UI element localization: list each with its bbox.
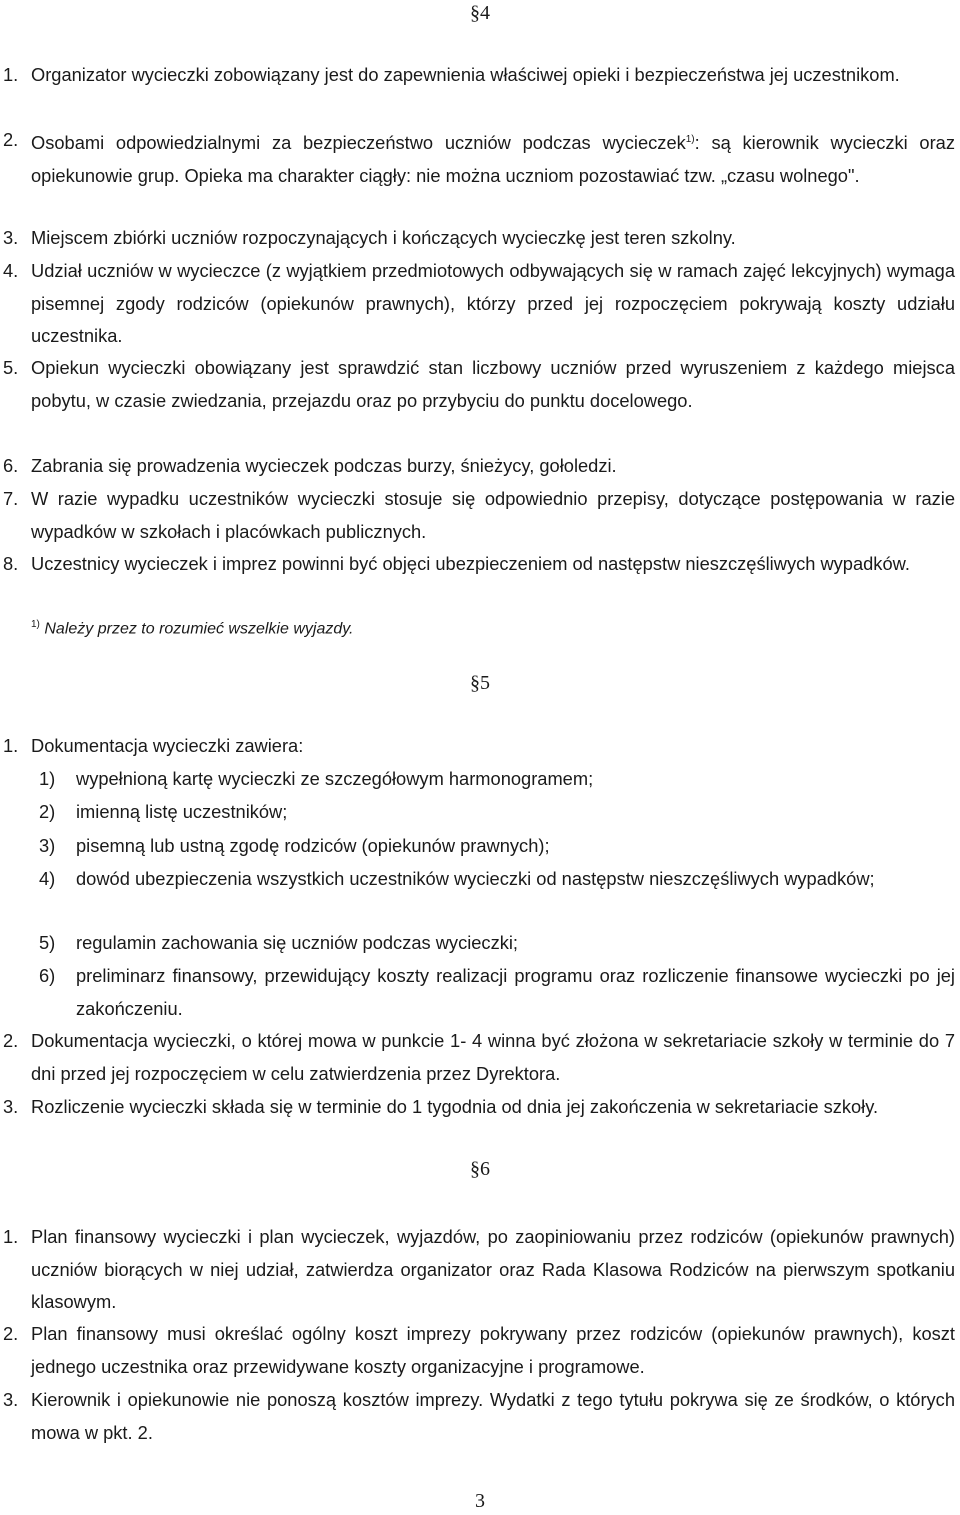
item-number: 2. xyxy=(3,129,19,150)
item-number: 1. xyxy=(3,1226,19,1247)
footnote-mark: 1) xyxy=(31,619,40,630)
item-text: Organizator wycieczki zobowiązany jest do zapewnienia właściwej opieki i bezpieczeństwa jej uczestnikom. xyxy=(31,64,900,85)
subitem-number: 4) xyxy=(39,868,56,889)
item-text: Rozliczenie wycieczki składa się w terminie do 1 tygodnia od dnia jej zakończenia w sekretariacie szkoły. xyxy=(31,1096,879,1117)
s6-item-1 xyxy=(0,1221,955,1319)
s5-subitem-5 xyxy=(0,927,955,960)
section-6-heading: §6 xyxy=(470,1158,490,1180)
s4-item-8 xyxy=(0,548,955,581)
s5-subitem-3 xyxy=(0,830,955,863)
s4-item-1 xyxy=(0,59,955,92)
subitem-number: 3) xyxy=(39,835,56,856)
footnote xyxy=(31,619,354,638)
subitem-text: preliminarz finansowy, przewidujący koszty realizacji programu oraz rozliczenie finansowe wycieczki po jej zakończeniu. xyxy=(76,965,955,1019)
s5-subitem-6 xyxy=(0,960,955,1025)
s4-item-6 xyxy=(0,450,955,483)
s4-item-5 xyxy=(0,352,955,417)
item-text: Udział uczniów w wycieczce (z wyjątkiem przedmiotowych odbywających się w ramach zajęć lekcyjnych) wymaga pisemnej zgody rodziców (opiekunów prawnych), którzy przed jej rozpoczęciem pokrywają koszty udziału uczestnika. xyxy=(31,260,955,346)
item-text: Plan finansowy musi określać ogólny koszt imprezy pokrywany przez rodziców (opiekunów prawnych), koszt jednego uczestnika oraz przewidywane koszty organizacyjne i programowe. xyxy=(31,1323,955,1377)
item-text: Osobami odpowiedzialnymi za bezpieczeństwo uczniów podczas wycieczek$^{1)}$: są kierownik wycieczki oraz opiekunowie grup. Opieka ma charakter ciągły: nie można uczniom pozostawiać tzw. „czasu wolnego". xyxy=(31,132,955,186)
subitem-text: wypełnioną kartę wycieczki ze szczegółowym harmonogramem; xyxy=(76,768,594,789)
section-4-heading: §4 xyxy=(470,2,490,24)
s4-item-2 xyxy=(0,124,955,192)
item-text: Opiekun wycieczki obowiązany jest sprawdzić stan liczbowy uczniów przed wyruszeniem z każdego miejsca pobytu, w czasie zwiedzania, przejazdu oraz po przybyciu do punktu docelowego. xyxy=(31,357,955,411)
subitem-text: dowód ubezpieczenia wszystkich uczestników wycieczki od następstw nieszczęśliwych wypadków; xyxy=(76,868,875,889)
footnote-reference: 1) xyxy=(685,134,695,145)
footnote-text: Należy przez to rozumieć wszelkie wyjazdy. xyxy=(44,620,354,638)
s5-subitem-2 xyxy=(0,796,955,829)
item-text: Miejscem zbiórki uczniów rozpoczynających i kończących wycieczkę jest teren szkolny. xyxy=(31,227,736,248)
item-text: Zabrania się prowadzenia wycieczek podczas burzy, śnieżycy, gołoledzi. xyxy=(31,455,617,476)
item-text: Plan finansowy wycieczki i plan wycieczek, wyjazdów, po zaopiniowaniu przez rodziców (opiekunów prawnych) uczniów biorących w niej udział, zatwierdza organizator oraz Rada Klasowa Rodziców na pierwszym spotkaniu klasowym. xyxy=(31,1226,955,1312)
s4-item-3 xyxy=(0,222,955,255)
s4-item-4 xyxy=(0,255,955,353)
item-text: Uczestnicy wycieczek i imprez powinni być objęci ubezpieczeniem od następstw nieszczęśliwych wypadków. xyxy=(31,553,910,574)
item-text: Dokumentacja wycieczki, o której mowa w punkcie 1- 4 winna być złożona w sekretariacie szkoły w terminie do 7 dni przed jej rozpoczęciem w celu zatwierdzenia przez Dyrektora. xyxy=(31,1030,955,1084)
s5-subitem-1 xyxy=(0,763,955,796)
item-text: Kierownik i opiekunowie nie ponoszą kosztów imprezy. Wydatki z tego tytułu pokrywa się ze środków, o których mowa w pkt. 2. xyxy=(31,1389,955,1443)
item-number: 8. xyxy=(3,553,19,574)
item-text: Dokumentacja wycieczki zawiera: xyxy=(31,735,304,756)
s6-item-2 xyxy=(0,1318,955,1383)
subitem-number: 2) xyxy=(39,801,56,822)
item-number: 4. xyxy=(3,260,19,281)
s5-item-1 xyxy=(0,730,955,763)
subitem-number: 6) xyxy=(39,965,56,986)
item-number: 7. xyxy=(3,488,19,509)
item-number: 1. xyxy=(3,64,19,85)
subitem-text: pisemną lub ustną zgodę rodziców (opiekunów prawnych); xyxy=(76,835,550,856)
item-number: 3. xyxy=(3,1389,19,1410)
item-number: 6. xyxy=(3,455,19,476)
s5-subitem-4 xyxy=(0,863,955,896)
item-number: 3. xyxy=(3,1096,19,1117)
s5-item-2 xyxy=(0,1025,955,1090)
item-number: 3. xyxy=(3,227,19,248)
s5-item-3 xyxy=(0,1091,955,1124)
item-number: 1. xyxy=(3,735,19,756)
item-number: 2. xyxy=(3,1323,19,1344)
subitem-number: 1) xyxy=(39,768,56,789)
page-number: 3 xyxy=(475,1490,485,1512)
item-text: W razie wypadku uczestników wycieczki stosuje się odpowiednio przepisy, dotyczące postępowania w razie wypadków w szkołach i placówkach publicznych. xyxy=(31,488,955,542)
section-5-heading: §5 xyxy=(470,672,490,694)
subitem-text: imienną listę uczestników; xyxy=(76,801,288,822)
subitem-number: 5) xyxy=(39,932,56,953)
subitem-text: regulamin zachowania się uczniów podczas wycieczki; xyxy=(76,932,518,953)
item-number: 5. xyxy=(3,357,19,378)
s6-item-3 xyxy=(0,1384,955,1449)
s4-item-7 xyxy=(0,483,955,548)
item-number: 2. xyxy=(3,1030,19,1051)
